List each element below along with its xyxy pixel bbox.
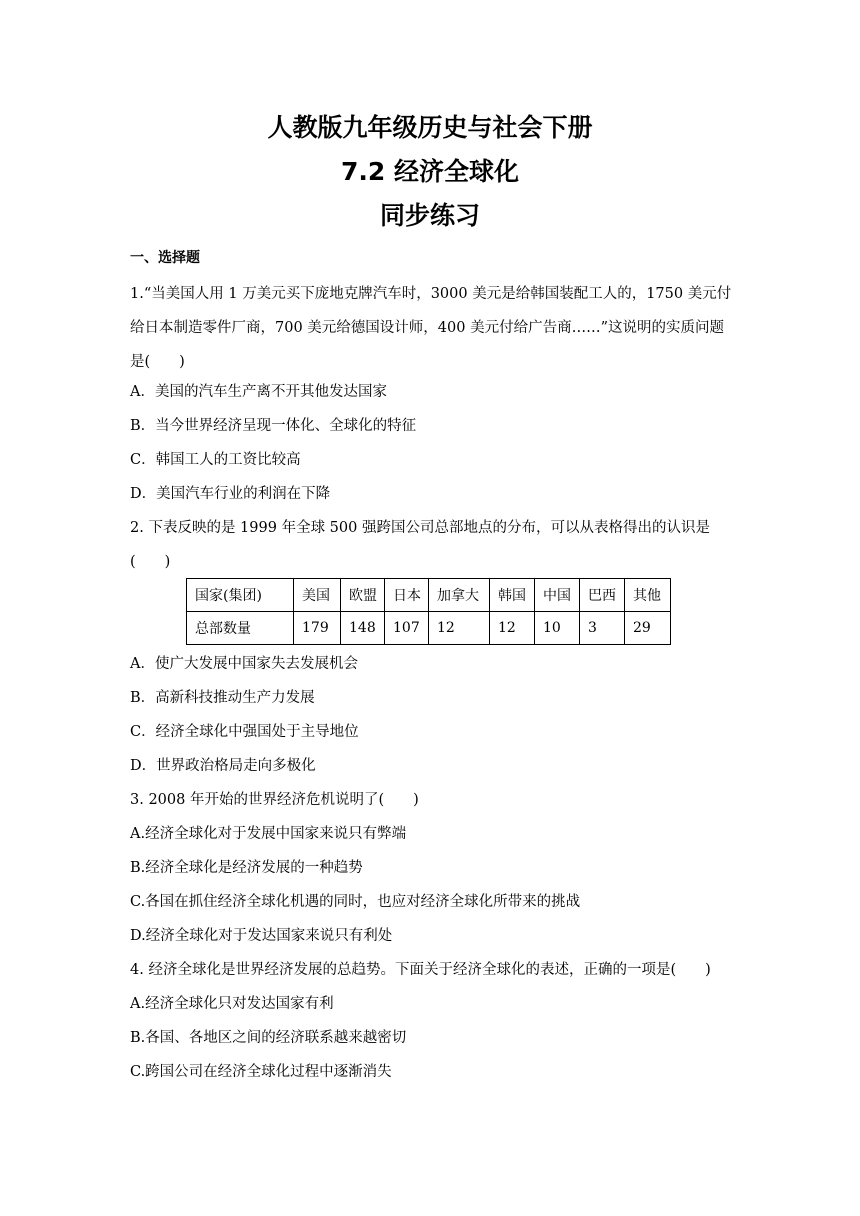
- table-cell: 其他: [625, 579, 671, 612]
- q1-stem-line-2: 给日本制造零件厂商，700 美元给德国设计师，400 美元付给广告商……”这说明的实质问题: [130, 320, 724, 336]
- q3-option-c: C.各国在抓住经济全球化机遇的同时，也应对经济全球化所带来的挑战: [130, 894, 581, 910]
- q3-option-d: D.经济全球化对于发达国家来说只有利处: [130, 928, 393, 944]
- q4-option-b: B.各国、各地区之间的经济联系越来越密切: [130, 1030, 407, 1046]
- q2-option-d: D．世界政治格局走向多极化: [130, 758, 316, 774]
- q3-option-b: B.经济全球化是经济发展的一种趋势: [130, 860, 363, 876]
- table-cell: 总部数量: [187, 612, 294, 645]
- q2-option-c: C．经济全球化中强国处于主导地位: [130, 724, 359, 740]
- section-heading: 一、选择题: [130, 250, 200, 266]
- q1-stem-line-1: 1.“当美国人用 1 万美元买下庞地克牌汽车时，3000 美元是给韩国装配工人的，1750 美元付: [130, 286, 732, 302]
- q3-stem: 3. 2008 年开始的世界经济危机说明了( ): [130, 792, 419, 808]
- q1-option-c: C．韩国工人的工资比较高: [130, 452, 301, 468]
- table-cell: 29: [625, 612, 671, 645]
- table-cell: 国家(集团): [187, 579, 294, 612]
- table-cell: 179: [294, 612, 341, 645]
- q4-stem: 4. 经济全球化是世界经济发展的总趋势。下面关于经济全球化的表述，正确的一项是( ): [130, 962, 711, 978]
- q2-stem-line-1: 2. 下表反映的是 1999 年全球 500 强跨国公司总部地点的分布，可以从表格得出的认识是: [130, 520, 710, 536]
- table-cell: 日本: [385, 579, 429, 612]
- q1-option-a: A．美国的汽车生产离不开其他发达国家: [130, 384, 387, 400]
- table-cell: 美国: [294, 579, 341, 612]
- q2-stem-line-2: ( ): [130, 554, 171, 570]
- table-row: [187, 612, 671, 645]
- document-subtitle: 同步练习: [379, 201, 480, 230]
- table-cell: 148: [341, 612, 385, 645]
- table-cell: 3: [580, 612, 625, 645]
- q2-option-a: A．使广大发展中国家失去发展机会: [130, 656, 358, 672]
- q1-option-b: B．当今世界经济呈现一体化、全球化的特征: [130, 418, 417, 434]
- q1-stem-line-3: 是( ): [130, 354, 185, 370]
- table-cell: 12: [429, 612, 490, 645]
- q1-option-d: D．美国汽车行业的利润在下降: [130, 486, 331, 502]
- table-cell: 107: [385, 612, 429, 645]
- table-cell: 12: [490, 612, 535, 645]
- q3-option-a: A.经济全球化对于发展中国家来说只有弊端: [130, 826, 407, 842]
- document-title: 人教版九年级历史与社会下册: [267, 113, 593, 142]
- table-cell: 巴西: [580, 579, 625, 612]
- table-cell: 10: [535, 612, 580, 645]
- table-header-row: [187, 579, 671, 612]
- q2-option-b: B．高新科技推动生产力发展: [130, 690, 315, 706]
- table-cell: 欧盟: [341, 579, 385, 612]
- hq-distribution-table: [186, 578, 671, 645]
- lesson-title: 7.2 经济全球化: [341, 157, 519, 186]
- table-cell: 韩国: [490, 579, 535, 612]
- q4-option-c: C.跨国公司在经济全球化过程中逐渐消失: [130, 1064, 392, 1080]
- table-cell: 加拿大: [429, 579, 490, 612]
- table-cell: 中国: [535, 579, 580, 612]
- q4-option-a: A.经济全球化只对发达国家有利: [130, 996, 334, 1012]
